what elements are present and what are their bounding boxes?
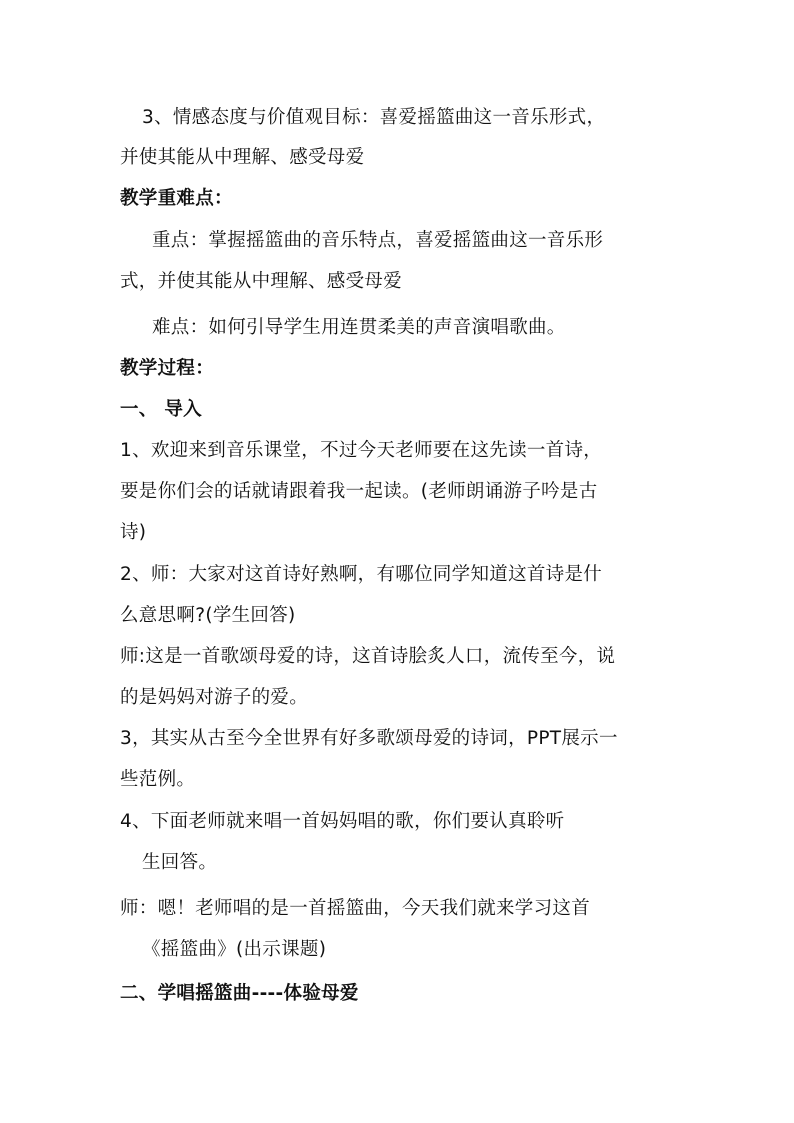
objective-3-line-1: 3、情感态度与价值观目标：喜爱摇篮曲这一音乐形式，: [142, 107, 606, 128]
key-point-line-2: 式，并使其能从中理解、感受母爱: [120, 271, 403, 292]
objective-3-line-2: 并使其能从中理解、感受母爱: [120, 147, 365, 168]
teacher-song-line-2: 《摇篮曲》(出示课题): [142, 939, 327, 960]
step-4-line-1: 4、下面老师就来唱一首妈妈唱的歌，你们要认真聆听: [120, 811, 565, 832]
section-1-heading: 一、 导入: [120, 399, 202, 420]
step-1-line-3: 诗): [120, 522, 147, 543]
difficult-point-line: 难点：如何引导学生用连贯柔美的声音演唱歌曲。: [152, 317, 566, 338]
teacher-explanation-line-1: 师:这是一首歌颂母爱的诗，这首诗脍炙人口，流传至今，说: [120, 646, 616, 667]
step-3-line-2: 些范例。: [120, 769, 196, 790]
heading-teaching-process: 教学过程：: [120, 358, 215, 379]
step-3-line-1: 3，其实从古至今全世界有好多歌颂母爱的诗词，PPT展示一: [120, 728, 618, 749]
teacher-song-line-1: 师：嗯！老师唱的是一首摇篮曲，今天我们就来学习这首: [120, 898, 591, 919]
step-4-line-2: 生回答。: [142, 852, 218, 873]
step-1-line-2: 要是你们会的话就请跟着我一起读。(老师朗诵游子吟是古: [120, 481, 598, 502]
heading-key-difficult-points: 教学重难点：: [120, 188, 233, 209]
step-1-line-1: 1、欢迎来到音乐课堂，不过今天老师要在这先读一首诗，: [120, 440, 603, 461]
key-point-line-1: 重点：掌握摇篮曲的音乐特点，喜爱摇篮曲这一音乐形: [152, 230, 604, 251]
step-2-line-1: 2、师：大家对这首诗好熟啊，有哪位同学知道这首诗是什: [120, 564, 603, 585]
teacher-explanation-line-2: 的是妈妈对游子的爱。: [120, 687, 309, 708]
step-2-line-2: 么意思啊?(学生回答): [120, 605, 296, 626]
section-2-heading: 二、学唱摇篮曲----体验母爱: [120, 983, 359, 1004]
